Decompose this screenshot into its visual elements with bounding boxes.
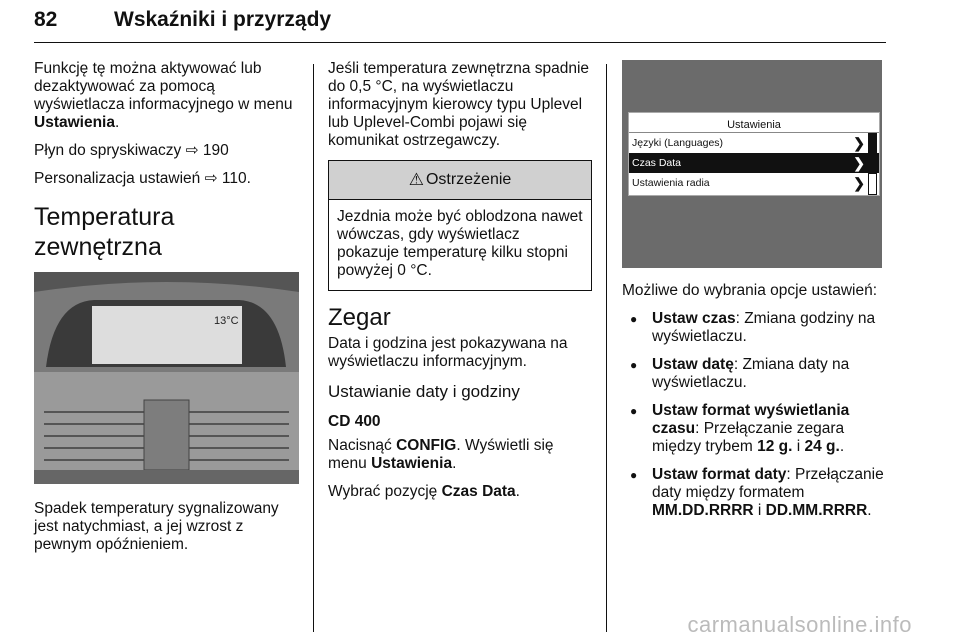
page-ref-link[interactable]: 110.: [221, 170, 251, 187]
warning-box: [328, 160, 592, 291]
paragraph: Wybrać pozycję Czas Data.: [328, 483, 520, 500]
page-ref-icon: ⇨: [185, 142, 199, 159]
settings-menu: [628, 112, 880, 196]
chevron-right-icon: ❯: [853, 155, 865, 171]
chevron-right-icon: ❯: [853, 135, 865, 151]
menu-title: Ustawienia: [629, 116, 879, 133]
column-3: [622, 60, 890, 530]
svg-text:13°C: 13°C: [214, 315, 239, 327]
paragraph: Jeśli temperatura zewnętrzna spadnie do 0,5 °C, na wyświetlaczu informacyjnym kierowcy typu Uplevel lub Uplevel-Combi pojawi się komunikat ostrzegawczy.: [328, 60, 590, 149]
model-label: CD 400: [328, 413, 381, 430]
page-number: 82: [34, 8, 58, 31]
warning-header: ⚠ Ostrzeżenie: [329, 161, 591, 200]
page-header: [34, 6, 886, 43]
watermark: carmanualsonline.info: [687, 612, 912, 637]
scroll-thumb[interactable]: [869, 134, 876, 174]
section-heading: Temperatura zewnętrzna: [34, 203, 175, 261]
chevron-right-icon: ❯: [853, 175, 865, 191]
scrollbar[interactable]: [868, 133, 877, 195]
column-2: [328, 60, 592, 511]
column-1: [34, 60, 299, 564]
paragraph: Spadek temperatury sygnalizowany jest natychmiast, a jej wzrost z pewnym opóźnieniem.: [34, 500, 279, 553]
options-list: [622, 310, 890, 520]
dashboard-photo: [34, 272, 299, 484]
paragraph: Możliwe do wybrania opcje ustawień:: [622, 282, 878, 299]
menu-item[interactable]: Języki (Languages) ❯: [632, 135, 865, 151]
list-item: ● Ustaw czas: Zmiana godziny na wyświetlaczu.: [622, 310, 890, 346]
settings-screen-photo: [622, 60, 882, 268]
column-divider: [606, 64, 607, 632]
section-heading: Zegar: [328, 304, 391, 331]
page-ref-link[interactable]: 190: [202, 142, 229, 159]
list-item: ● Ustaw format daty: Przełączanie daty między formatem MM.DD.RRRR i DD.MM.RRRR.: [622, 466, 890, 520]
subheading: Ustawianie daty i godziny: [328, 382, 520, 401]
warning-body: Jezdnia może być oblodzona nawet wówczas, gdy wyświetlacz pokazuje temperaturę kilku stopni powyżej 0 °C.: [337, 208, 583, 279]
page-title: Wskaźniki i przyrządy: [114, 8, 332, 31]
paragraph: Płyn do spryskiwaczy ⇨ 190: [34, 142, 229, 159]
menu-item-selected[interactable]: Czas Data ❯: [629, 153, 879, 173]
paragraph: Personalizacja ustawień ⇨ 110.: [34, 170, 251, 187]
paragraph: Nacisnąć CONFIG. Wyświetli się menu Ustawienia.: [328, 437, 554, 472]
menu-item[interactable]: Ustawienia radia ❯: [632, 175, 865, 191]
list-item: ● Ustaw datę: Zmiana daty na wyświetlaczu.: [622, 356, 890, 392]
list-item: ● Ustaw format wyświetlania czasu: Przełączanie zegara między trybem 12 g. i 24 g..: [622, 402, 890, 456]
paragraph: Funkcję tę można aktywować lub dezaktywować za pomocą wyświetlacza informacyjnego w menu Ustawienia.: [34, 60, 293, 131]
page-ref-icon: ⇨: [204, 170, 218, 187]
paragraph: Data i godzina jest pokazywana na wyświetlaczu informacyjnym.: [328, 335, 568, 370]
warning-icon: ⚠: [408, 170, 424, 189]
column-divider: [313, 64, 314, 632]
